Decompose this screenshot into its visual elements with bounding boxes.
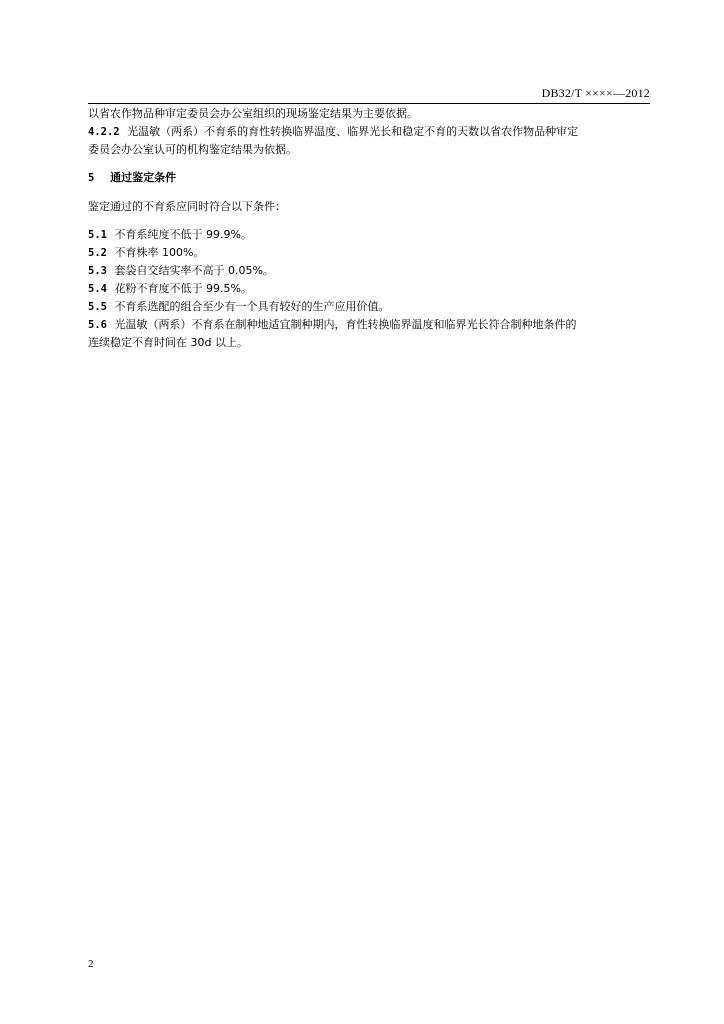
clause-number: 5.4 bbox=[88, 283, 107, 295]
clause-5-3 bbox=[88, 262, 650, 280]
section-title: 通过鉴定条件 bbox=[110, 171, 177, 184]
document-code: DB32/T ××××—2012 bbox=[541, 86, 650, 100]
clause-text: 不育系纯度不低于 99.9%。 bbox=[114, 228, 252, 241]
clause-number: 5.1 bbox=[88, 229, 107, 241]
clause-4-2-1-continuation: 以省农作物品种审定委员会办公室组织的现场鉴定结果为主要依据。 bbox=[88, 107, 418, 120]
page-number: 2 bbox=[88, 958, 94, 970]
document-body bbox=[88, 105, 650, 352]
clause-5-2 bbox=[88, 244, 650, 262]
clause-text: 不育株率 100%。 bbox=[114, 246, 205, 259]
section-heading bbox=[88, 169, 650, 187]
clause-5-4 bbox=[88, 280, 650, 298]
clause-text: 光温敏（两系）不育系在制种地适宜制种期内，育性转换临界温度和临界光长符合制种地条件的 bbox=[114, 318, 577, 331]
clause-number: 5.6 bbox=[88, 319, 107, 331]
clause-text: 不育系选配的组合至少有一个具有较好的生产应用价值。 bbox=[114, 300, 390, 313]
clause-number: 5.3 bbox=[88, 265, 107, 277]
clause-4-2-2 bbox=[88, 123, 650, 141]
clause-4-2-2-continuation: 委员会办公室认可的机构鉴定结果为依据。 bbox=[88, 143, 297, 156]
clause-text: 花粉不育度不低于 99.5%。 bbox=[114, 282, 252, 295]
clause-5-6-continuation: 连续稳定不育时间在 30d 以上。 bbox=[88, 336, 248, 349]
clause-number: 5.2 bbox=[88, 247, 107, 259]
section-intro: 鉴定通过的不育系应同时符合以下条件： bbox=[88, 200, 286, 213]
clause-5-5 bbox=[88, 298, 650, 316]
clause-text: 光温敏（两系）不育系的育性转换临界温度、临界光长和稳定不育的天数以省农作物品种审定 bbox=[127, 125, 579, 138]
clause-number: 5.5 bbox=[88, 301, 107, 313]
clause-text: 套袋自交结实率不高于 0.05%。 bbox=[114, 264, 274, 277]
clause-5-1 bbox=[88, 226, 650, 244]
header-rule bbox=[88, 103, 650, 104]
clause-5-6 bbox=[88, 316, 650, 334]
clause-number: 4.2.2 bbox=[88, 126, 120, 138]
section-number: 5 bbox=[88, 172, 95, 184]
